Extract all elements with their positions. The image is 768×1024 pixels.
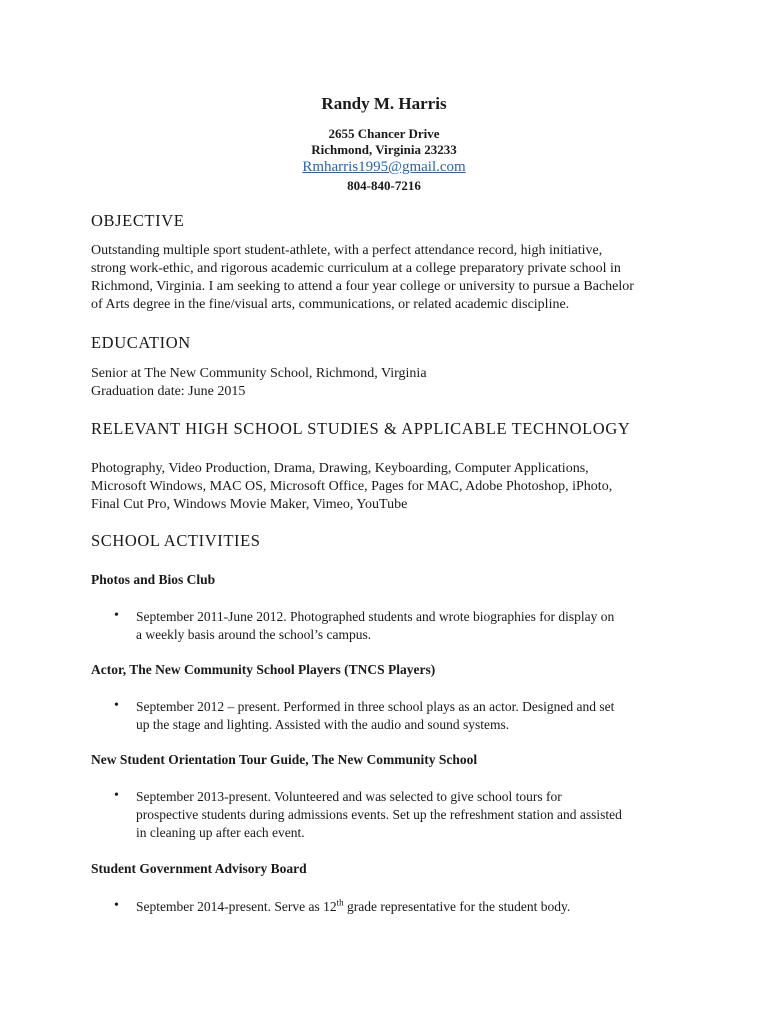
- activity-line: September 2012 – present. Performed in three school plays as an actor. Designed and set: [136, 699, 615, 714]
- studies-line: Final Cut Pro, Windows Movie Maker, Vimeo, YouTube: [91, 497, 408, 512]
- activity-description: [136, 898, 686, 916]
- activity-text: September 2014-present. Serve as 12: [136, 899, 337, 914]
- bullet-icon: •: [114, 788, 119, 803]
- studies-line: Microsoft Windows, MAC OS, Microsoft Office, Pages for MAC, Adobe Photoshop, iPhoto,: [91, 479, 613, 494]
- objective-heading: OBJECTIVE: [91, 211, 185, 230]
- activity-line: prospective students during admissions events. Set up the refreshment station and assisted: [136, 807, 622, 822]
- applicant-name: Randy M. Harris: [321, 94, 447, 113]
- city-state-zip: Richmond, Virginia 23233: [311, 142, 457, 157]
- activity-title: New Student Orientation Tour Guide, The New Community School: [91, 752, 478, 767]
- objective-line: strong work-ethic, and rigorous academic curriculum at a college preparatory private school in: [91, 261, 621, 276]
- activity-description: [136, 608, 686, 644]
- phone-number: 804-840-7216: [347, 178, 421, 193]
- activity-line: September 2011-June 2012. Photographed students and wrote biographies for display on: [136, 609, 615, 624]
- studies-line: Photography, Video Production, Drama, Drawing, Keyboarding, Computer Applications,: [91, 461, 589, 476]
- objective-line: of Arts degree in the fine/visual arts, communications, or related academic discipline.: [91, 297, 570, 312]
- activity-line: up the stage and lighting. Assisted with the audio and sound systems.: [136, 717, 510, 732]
- education-paragraph: [91, 365, 691, 401]
- studies-paragraph: [91, 460, 691, 514]
- activity-title: Student Government Advisory Board: [91, 861, 307, 876]
- bullet-icon: •: [114, 898, 119, 913]
- ordinal-superscript: th: [336, 897, 344, 908]
- activity-title: Actor, The New Community School Players (TNCS Players): [91, 662, 436, 677]
- objective-line: Richmond, Virginia. I am seeking to attend a four year college or university to pursue a Bachelor: [91, 279, 634, 294]
- education-line: Senior at The New Community School, Richmond, Virginia: [91, 366, 427, 381]
- activities-heading: SCHOOL ACTIVITIES: [91, 531, 261, 550]
- activity-text: grade representative for the student body.: [343, 899, 571, 914]
- email-line: [0, 159, 768, 176]
- education-heading: EDUCATION: [91, 333, 191, 352]
- bullet-icon: •: [114, 698, 119, 713]
- objective-paragraph: [91, 242, 691, 314]
- objective-line: Outstanding multiple sport student-athlete, with a perfect attendance record, high initiative,: [91, 243, 603, 258]
- education-line: Graduation date: June 2015: [91, 384, 246, 399]
- street-address: 2655 Chancer Drive: [328, 126, 440, 141]
- activity-line: in cleaning up after each event.: [136, 825, 305, 840]
- email-link[interactable]: Rmharris1995@gmail.com: [302, 159, 466, 175]
- activity-line: September 2013-present. Volunteered and was selected to give school tours for: [136, 789, 562, 804]
- activity-description: [136, 698, 686, 734]
- bullet-icon: •: [114, 608, 119, 623]
- studies-heading: RELEVANT HIGH SCHOOL STUDIES & APPLICABLE TECHNOLOGY: [91, 419, 631, 438]
- activity-description: [136, 788, 686, 842]
- activity-line: a weekly basis around the school’s campus.: [136, 627, 372, 642]
- activity-title: Photos and Bios Club: [91, 572, 216, 587]
